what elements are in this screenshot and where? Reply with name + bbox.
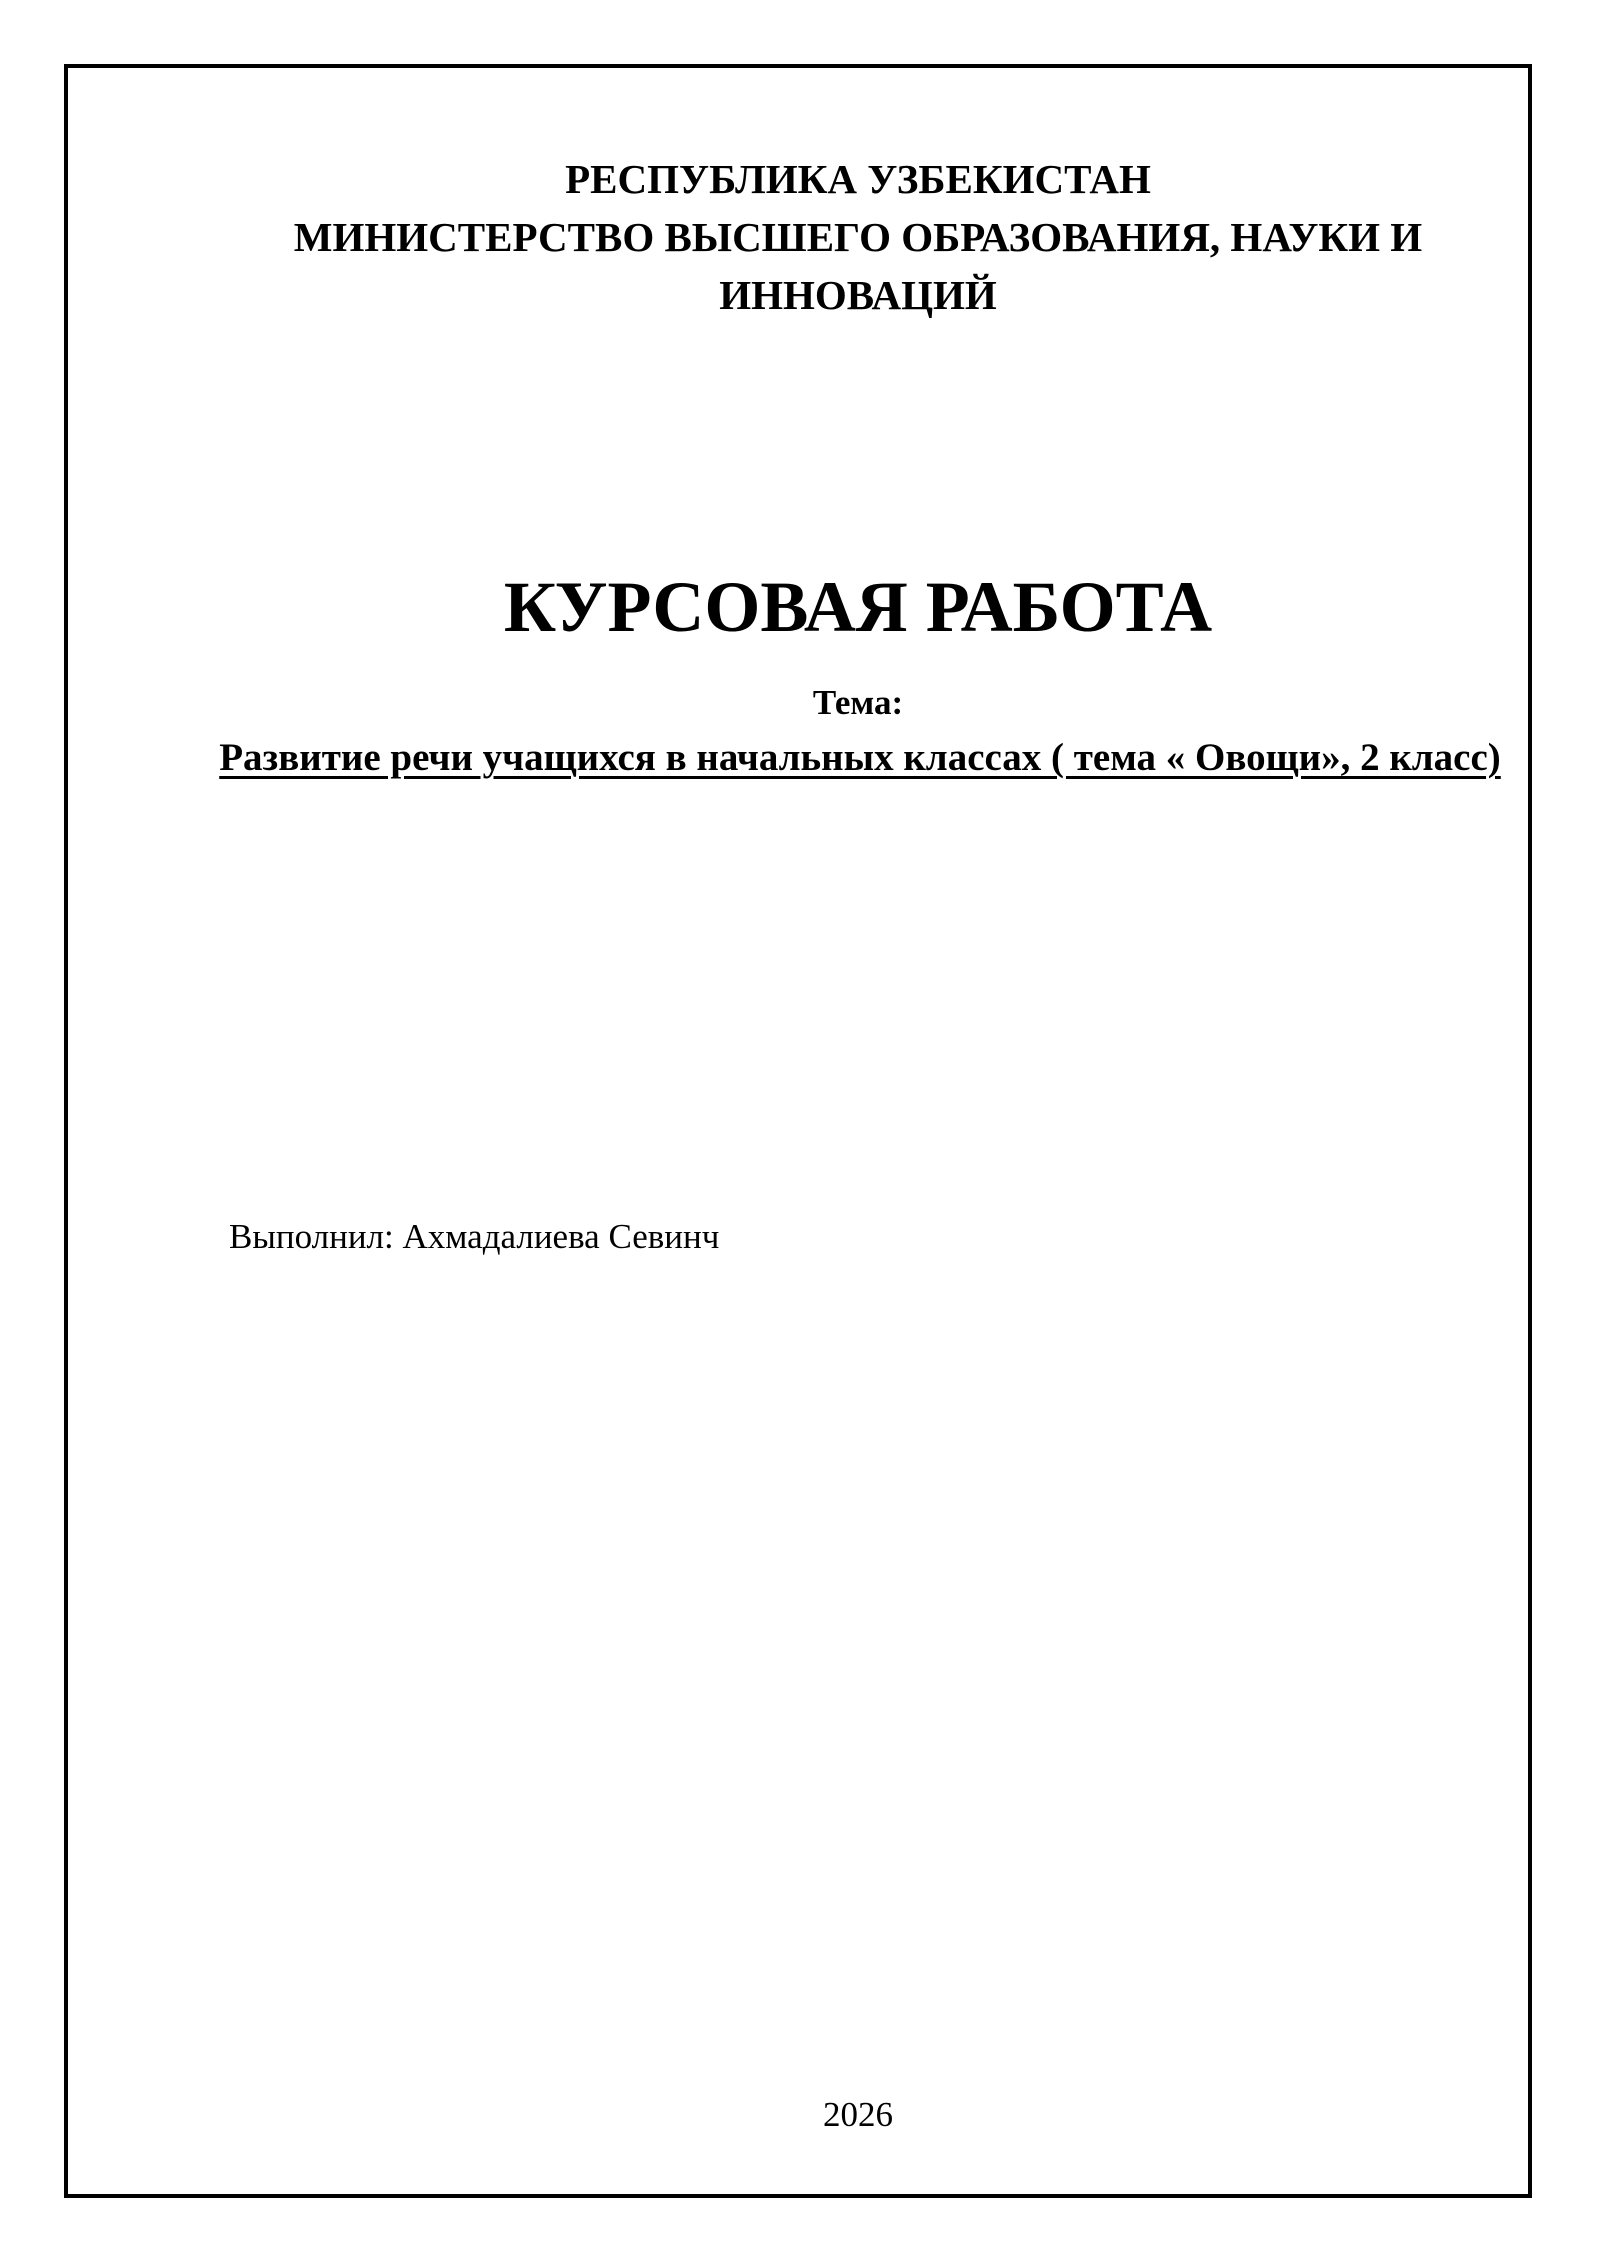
year: 2026 bbox=[823, 2095, 893, 2134]
theme-text: Развитие речи учащихся в начальных классах ( тема « Овощи», 2 класс) bbox=[219, 736, 1501, 779]
country-heading: РЕСПУБЛИКА УЗБЕКИСТАН bbox=[565, 156, 1151, 202]
author-line: Выполнил: Ахмадалиева Севинч bbox=[229, 1217, 720, 1256]
document-title: КУРСОВАЯ РАБОТА bbox=[503, 567, 1213, 647]
header-block bbox=[64, 150, 1600, 324]
theme-label: Тема: bbox=[812, 683, 904, 722]
page-border bbox=[64, 64, 1532, 2198]
ministry-heading: МИНИСТЕРСТВО ВЫСШЕГО ОБРАЗОВАНИЯ, НАУКИ И ИННОВАЦИЙ bbox=[293, 214, 1423, 318]
